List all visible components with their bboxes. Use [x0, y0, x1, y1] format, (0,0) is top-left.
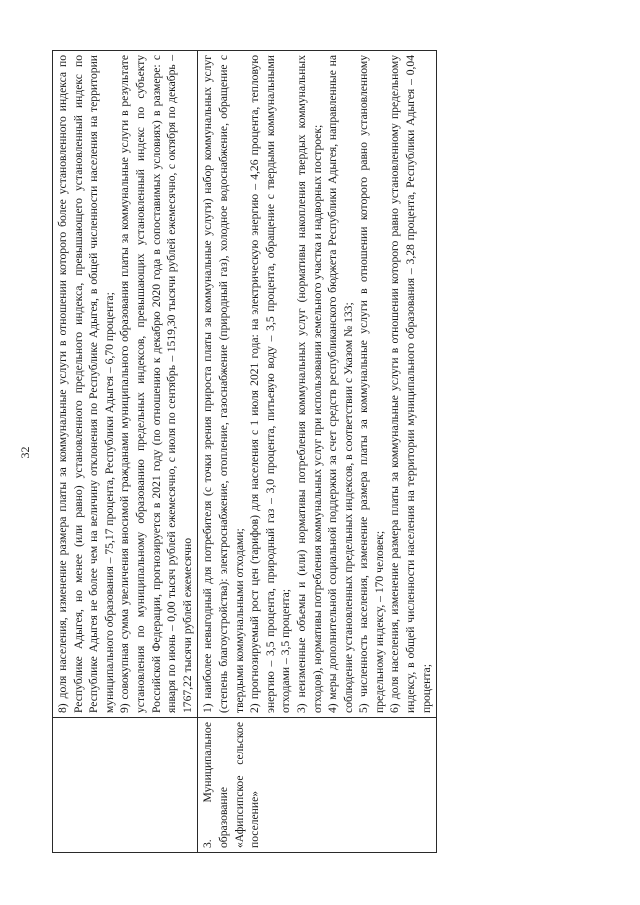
page-number: 32: [18, 446, 32, 459]
paragraph: 8) доля населения, изменение размера платы за коммунальные услуги в отношении которого более установленного индекса по Республике Адыгея, но менее (или равно) установленного предельного индекса, превышающего установленный индекс по Республике Адыгея не более чем на величину отклонения по Республике Адыгея, в общей численности населения на территории муниципального образования – 75,17 процента, Республики Адыгея – 6,70 процента;: [56, 55, 116, 713]
municipality-cell: [53, 718, 198, 853]
paragraph: 2) прогнозируемый рост цен (тарифов) для населения с 1 июля 2021 года: на электрическую энергию – 4,26 процента, тепловую энергию – 3,5 процента, природный газ – 3,0 процента, питьевую воду – 3,5 процента, обращение с твердыми коммунальными отходами – 3,5 процента;: [248, 55, 293, 713]
table-row: [53, 51, 198, 853]
conditions-cell: [53, 51, 198, 718]
municipality-cell: 3. Муниципальное образование «Афипсипское сельское поселение»: [198, 718, 437, 853]
paragraph: 9) совокупная сумма увеличения вносимой гражданами муниципального образования платы за коммунальные услуги в результате установления по муниципальному образованию предельных индексов, превышающих установленный индекс по субъекту Российской Федерации, прогнозируется в 2021 году (по отношению к декабрю 2020 года в сопоставимых условиях) в размере: с января по июнь – 0,00 тысяч рублей ежемесячно, с июля по сентябрь – 1519,30 тысячи рублей ежемесячно, с октября по декабрь – 1767,22 тысячи рублей ежемесячно: [118, 55, 194, 713]
conditions-cell: [198, 51, 437, 718]
paragraph: 4) меры дополнительной социальной поддержки за счет средств республиканского бюджета Республики Адыгея, направленные на соблюдение установленных предельных индексов, в соответствии с Указом № 133;: [326, 55, 355, 713]
paragraph: 1) наиболее невыгодный для потребителя (с точки зрения прироста платы за коммунальные услуги) набор коммунальных услуг (степень благоустройства): электроснабжение, отопление, газоснабжение (природный газ), холодное водоснабжение, обращение с твердыми коммунальными отходами;: [201, 55, 246, 713]
paragraph: 5) численность населения, изменение размера платы за коммунальные услуги в отношении которого равно установленному предельному индексу, – 170 человек;: [357, 55, 386, 713]
document-table: [52, 50, 437, 853]
paragraph: 6) доля населения, изменение размера платы за коммунальные услуги в отношении которого равно установленному предельному индексу, в общей численности населения на территории муниципального образования – 3,28 процента, Республики Адыгея – 0,04 процента;: [388, 55, 433, 713]
table-row: [198, 51, 437, 853]
paragraph: 3) неизменные объемы и (или) нормативы потребления коммунальных услуг (нормативы накопления твердых коммунальных отходов), нормативы потребления коммунальных услуг при использовании земельного участка и надворных построек;: [294, 55, 324, 713]
